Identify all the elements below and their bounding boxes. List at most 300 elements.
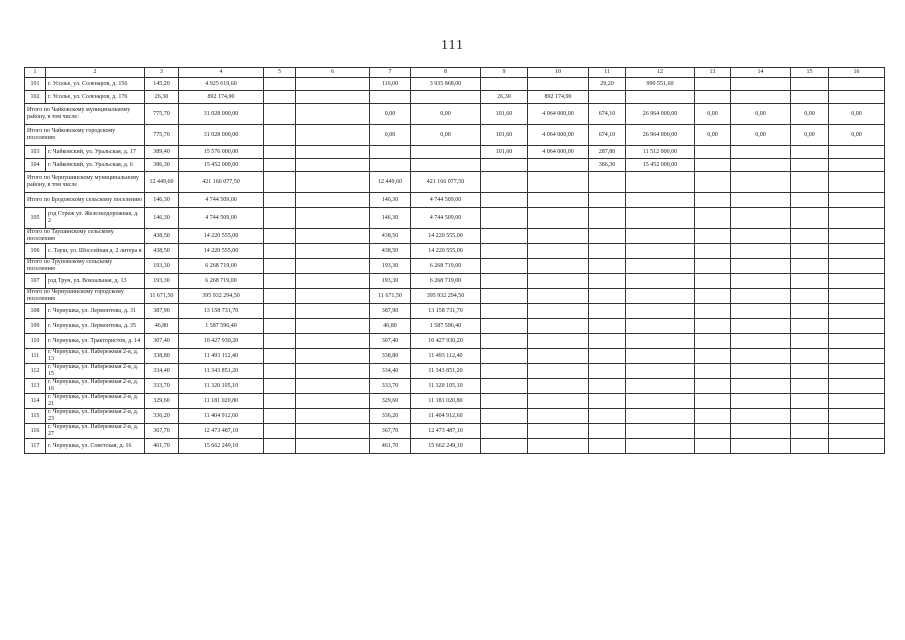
table-cell	[264, 319, 296, 334]
table-cell	[695, 409, 731, 424]
address-cell: рзд Стреж ул. Железнодорожная, д. 2	[46, 208, 145, 229]
table-cell	[264, 208, 296, 229]
table-cell	[528, 379, 589, 394]
subtotal-row	[25, 259, 885, 274]
table-cell	[829, 289, 885, 304]
subtotal-row	[25, 172, 885, 193]
table-cell: 0,00	[791, 125, 829, 146]
row-number: 109	[25, 319, 46, 334]
table-cell	[626, 274, 695, 289]
table-cell: 1 587 596,40	[411, 319, 481, 334]
table-cell: 4 064 000,00	[528, 146, 589, 159]
address-cell: г. Чернушка, ул. Набережная 2-я, д. 27	[46, 424, 145, 439]
table-cell	[528, 244, 589, 259]
table-cell: 329,60	[145, 394, 179, 409]
table-cell	[589, 172, 626, 193]
table-cell: 10 427 930,20	[179, 334, 264, 349]
table-row	[25, 334, 885, 349]
table-cell	[296, 104, 370, 125]
table-cell	[626, 289, 695, 304]
table-cell: 15 452 000,00	[626, 159, 695, 172]
table-cell	[829, 193, 885, 208]
table-cell	[626, 229, 695, 244]
address-cell: г. Чернушка, ул. Набережная 2-я, д. 13	[46, 349, 145, 364]
row-number: 117	[25, 439, 46, 454]
table-cell	[829, 319, 885, 334]
table-cell: 333,70	[145, 379, 179, 394]
table-cell	[626, 349, 695, 364]
subtotal-label: Итого по Чайковскому городскому поселению	[25, 125, 145, 146]
table-cell	[264, 274, 296, 289]
subtotal-row	[25, 125, 885, 146]
table-cell	[829, 274, 885, 289]
page-number: 111	[441, 38, 464, 53]
table-cell	[626, 244, 695, 259]
table-row	[25, 379, 885, 394]
table-cell	[731, 289, 791, 304]
table-cell	[296, 334, 370, 349]
table-cell	[528, 394, 589, 409]
table-cell	[829, 304, 885, 319]
table-cell	[481, 289, 528, 304]
table-cell: 461,70	[370, 439, 411, 454]
table-cell	[731, 364, 791, 379]
table-cell	[481, 364, 528, 379]
table-cell: 13 158 731,70	[179, 304, 264, 319]
table-cell	[296, 379, 370, 394]
table-cell	[731, 379, 791, 394]
table-cell	[731, 304, 791, 319]
table-cell	[829, 379, 885, 394]
table-cell	[829, 409, 885, 424]
table-cell	[695, 424, 731, 439]
table-cell: 438,50	[145, 244, 179, 259]
table-cell: 307,40	[370, 334, 411, 349]
table-cell	[528, 304, 589, 319]
table-cell	[589, 364, 626, 379]
table-cell: 334,40	[145, 364, 179, 379]
column-number: 16	[829, 68, 885, 78]
table-cell: 193,30	[370, 259, 411, 274]
table-cell	[589, 349, 626, 364]
table-cell: 193,30	[145, 259, 179, 274]
table-cell: 6 268 719,00	[179, 274, 264, 289]
table-cell: 438,50	[370, 229, 411, 244]
table-cell	[829, 259, 885, 274]
table-cell	[528, 334, 589, 349]
table-cell	[296, 439, 370, 454]
table-cell	[528, 409, 589, 424]
table-cell: 0,00	[370, 104, 411, 125]
subtotal-row	[25, 104, 885, 125]
table-cell: 15 662 249,10	[179, 439, 264, 454]
column-number: 9	[481, 68, 528, 78]
table-cell	[791, 172, 829, 193]
table-cell	[528, 208, 589, 229]
table-cell	[528, 439, 589, 454]
table-cell	[695, 349, 731, 364]
table-cell	[481, 229, 528, 244]
table-cell: 46,80	[370, 319, 411, 334]
row-number: 104	[25, 159, 46, 172]
table-cell: 31 028 000,00	[179, 125, 264, 146]
table-cell: 0,00	[411, 104, 481, 125]
table-cell: 11 320 105,10	[411, 379, 481, 394]
table-cell	[264, 104, 296, 125]
table-cell	[264, 193, 296, 208]
table-cell: 892 174,90	[528, 91, 589, 104]
table-cell	[695, 259, 731, 274]
table-cell	[528, 229, 589, 244]
table-row	[25, 78, 885, 91]
table-cell	[829, 439, 885, 454]
table-cell	[264, 91, 296, 104]
address-cell: рзд Трун, ул. Вокзальная, д. 13	[46, 274, 145, 289]
table-cell: 336,20	[145, 409, 179, 424]
table-row	[25, 364, 885, 379]
table-cell	[695, 394, 731, 409]
table-cell: 11 343 851,20	[411, 364, 481, 379]
table-cell	[296, 244, 370, 259]
table-cell: 193,30	[370, 274, 411, 289]
table-cell	[481, 439, 528, 454]
table-cell	[791, 208, 829, 229]
row-number: 108	[25, 304, 46, 319]
row-number: 112	[25, 364, 46, 379]
table-cell: 15 576 000,00	[179, 146, 264, 159]
table-cell	[791, 424, 829, 439]
table-cell: 12 473 487,10	[179, 424, 264, 439]
table-cell: 336,20	[370, 409, 411, 424]
column-number: 13	[695, 68, 731, 78]
table-cell	[528, 159, 589, 172]
table-cell	[695, 289, 731, 304]
column-number: 15	[791, 68, 829, 78]
address-cell: г. Чайковский, ул. Уральская, д. 17	[46, 146, 145, 159]
table-cell: 334,40	[370, 364, 411, 379]
table-cell	[589, 424, 626, 439]
table-row	[25, 146, 885, 159]
table-cell: 4 744 509,00	[179, 208, 264, 229]
address-cell: г. Чернушка, ул. Лермонтова, д. 35	[46, 319, 145, 334]
table-cell	[264, 229, 296, 244]
table-cell	[791, 146, 829, 159]
column-number: 12	[626, 68, 695, 78]
table-cell	[589, 409, 626, 424]
address-cell: г. Чернушка, ул. Набережная 2-я, д. 16	[46, 379, 145, 394]
table-cell	[731, 208, 791, 229]
address-cell: г. Усолье, ул. Соленаров, д. 156	[46, 78, 145, 91]
row-number: 107	[25, 274, 46, 289]
address-cell: г. Чернушка, ул. Лермонтова, д. 31	[46, 304, 145, 319]
column-number: 6	[296, 68, 370, 78]
table-cell	[731, 146, 791, 159]
table-cell	[296, 289, 370, 304]
row-number: 116	[25, 424, 46, 439]
table-cell: 29,20	[589, 78, 626, 91]
address-cell: г. Чернушка, ул. Трактористов, д. 14	[46, 334, 145, 349]
table-cell: 4 064 000,00	[528, 104, 589, 125]
column-number: 7	[370, 68, 411, 78]
table-row	[25, 439, 885, 454]
table-cell: 11 512 000,00	[626, 146, 695, 159]
table-cell	[626, 364, 695, 379]
table-cell: 333,70	[370, 379, 411, 394]
table-cell	[791, 394, 829, 409]
table-cell	[589, 91, 626, 104]
table-cell: 775,70	[145, 104, 179, 125]
table-cell	[528, 424, 589, 439]
header-row	[25, 68, 885, 78]
table-cell: 145,20	[145, 78, 179, 91]
table-cell	[695, 172, 731, 193]
table-cell	[481, 259, 528, 274]
column-number: 10	[528, 68, 589, 78]
column-number: 2	[46, 68, 145, 78]
table-cell	[528, 364, 589, 379]
table-cell	[731, 229, 791, 244]
table-cell	[829, 424, 885, 439]
table-cell: 367,70	[370, 424, 411, 439]
table-cell: 14 220 555,00	[411, 244, 481, 259]
table-cell	[264, 304, 296, 319]
table-cell	[264, 439, 296, 454]
table-cell	[411, 159, 481, 172]
table-cell	[731, 424, 791, 439]
table-cell	[370, 91, 411, 104]
column-number: 3	[145, 68, 179, 78]
column-number: 5	[264, 68, 296, 78]
table-row	[25, 394, 885, 409]
table-cell	[296, 125, 370, 146]
table-cell	[528, 193, 589, 208]
table-cell: 3 935 868,00	[411, 78, 481, 91]
address-cell: г. Чайковский, ул. Уральская, д. 6	[46, 159, 145, 172]
table-cell: 387,90	[145, 304, 179, 319]
table-cell: 1 587 596,40	[179, 319, 264, 334]
table-cell	[481, 208, 528, 229]
table-cell	[528, 172, 589, 193]
table-cell	[481, 319, 528, 334]
table-cell	[626, 259, 695, 274]
table-cell	[695, 78, 731, 91]
table-cell	[626, 424, 695, 439]
table-cell	[370, 146, 411, 159]
table-cell	[264, 125, 296, 146]
table-cell	[481, 172, 528, 193]
table-cell: 14 220 555,00	[179, 244, 264, 259]
table-cell: 386,30	[145, 159, 179, 172]
table-cell	[589, 193, 626, 208]
table-cell: 10 427 930,20	[411, 334, 481, 349]
table-cell	[731, 394, 791, 409]
table-cell	[481, 334, 528, 349]
table-cell	[296, 259, 370, 274]
table-cell	[264, 159, 296, 172]
table-cell: 146,30	[145, 193, 179, 208]
table-cell	[829, 91, 885, 104]
table-cell	[626, 193, 695, 208]
table-cell	[589, 208, 626, 229]
table-cell	[481, 274, 528, 289]
table-cell	[296, 78, 370, 91]
table-cell	[791, 289, 829, 304]
data-table	[24, 67, 885, 454]
subtotal-row	[25, 289, 885, 304]
table-cell	[731, 334, 791, 349]
table-cell	[296, 424, 370, 439]
table-cell	[481, 78, 528, 91]
table-cell	[731, 78, 791, 91]
table-cell	[589, 289, 626, 304]
table-cell	[589, 229, 626, 244]
table-cell: 438,50	[370, 244, 411, 259]
table-cell: 0,00	[695, 125, 731, 146]
table-cell	[296, 172, 370, 193]
table-cell	[481, 159, 528, 172]
table-cell	[296, 349, 370, 364]
table-cell	[296, 304, 370, 319]
row-number: 114	[25, 394, 46, 409]
table-row	[25, 91, 885, 104]
table-cell	[791, 259, 829, 274]
table-cell	[791, 229, 829, 244]
table-cell	[791, 319, 829, 334]
row-number: 102	[25, 91, 46, 104]
table-row	[25, 159, 885, 172]
table-row	[25, 274, 885, 289]
table-cell	[626, 91, 695, 104]
row-number: 106	[25, 244, 46, 259]
table-cell: 386,30	[589, 159, 626, 172]
table-cell	[731, 439, 791, 454]
table-cell: 4 925 619,60	[179, 78, 264, 91]
table-cell: 674,10	[589, 104, 626, 125]
subtotal-row	[25, 193, 885, 208]
row-number: 113	[25, 379, 46, 394]
subtotal-label: Итого по Чайковскому муниципальному району, в том числе:	[25, 104, 145, 125]
table-cell	[731, 319, 791, 334]
table-cell: 4 744 509,00	[179, 193, 264, 208]
table-cell: 338,80	[370, 349, 411, 364]
table-cell	[626, 172, 695, 193]
table-cell: 4 744 509,00	[411, 193, 481, 208]
table-cell	[370, 159, 411, 172]
table-cell	[296, 409, 370, 424]
table-cell	[791, 274, 829, 289]
table-cell: 101,60	[481, 146, 528, 159]
table-cell	[695, 244, 731, 259]
table-cell: 146,30	[145, 208, 179, 229]
table-cell: 101,60	[481, 125, 528, 146]
table-cell	[264, 409, 296, 424]
table-cell: 146,30	[370, 208, 411, 229]
table-cell	[528, 78, 589, 91]
table-cell	[264, 244, 296, 259]
table-cell	[829, 208, 885, 229]
table-cell	[791, 349, 829, 364]
table-cell	[791, 91, 829, 104]
subtotal-label: Итого по Труновскому сельскому поселению	[25, 259, 145, 274]
table-cell: 11 671,50	[370, 289, 411, 304]
table-cell	[829, 349, 885, 364]
table-cell	[589, 319, 626, 334]
table-cell	[695, 91, 731, 104]
table-cell: 116,00	[370, 78, 411, 91]
table-cell	[589, 394, 626, 409]
table-cell	[626, 394, 695, 409]
table-cell	[695, 379, 731, 394]
table-cell	[481, 379, 528, 394]
table-cell	[626, 409, 695, 424]
address-cell: г. Чернушка, ул. Набережная 2-я, д. 23	[46, 409, 145, 424]
table-cell	[791, 304, 829, 319]
table-cell	[481, 193, 528, 208]
table-cell: 421 166 077,50	[411, 172, 481, 193]
table-cell	[481, 349, 528, 364]
table-cell: 775,70	[145, 125, 179, 146]
table-cell	[264, 289, 296, 304]
table-cell: 421 166 077,50	[179, 172, 264, 193]
table-row	[25, 349, 885, 364]
address-cell: г. Чернушка, ул. Советская, д. 16	[46, 439, 145, 454]
table-cell	[296, 274, 370, 289]
table-cell	[626, 319, 695, 334]
table-cell	[589, 244, 626, 259]
table-cell: 6 268 719,00	[411, 259, 481, 274]
table-cell	[791, 159, 829, 172]
address-cell: с. Тауш, ул. Шоссейная д. 2 литера я	[46, 244, 145, 259]
table-cell	[411, 91, 481, 104]
table-cell	[829, 394, 885, 409]
table-cell: 14 220 555,00	[179, 229, 264, 244]
row-number: 105	[25, 208, 46, 229]
table-cell	[731, 244, 791, 259]
table-cell: 0,00	[731, 125, 791, 146]
table-cell	[731, 91, 791, 104]
table-cell	[589, 334, 626, 349]
table-row	[25, 424, 885, 439]
table-cell	[264, 259, 296, 274]
table-cell	[626, 208, 695, 229]
table-cell: 338,80	[145, 349, 179, 364]
column-number: 1	[25, 68, 46, 78]
subtotal-row	[25, 229, 885, 244]
subtotal-label: Итого по Чернушинскому городскому поселению	[25, 289, 145, 304]
address-cell: г. Усолье, ул. Соленаров, д. 176	[46, 91, 145, 104]
table-cell	[731, 159, 791, 172]
table-cell: 0,00	[829, 104, 885, 125]
table-cell: 387,90	[370, 304, 411, 319]
table-cell: 15 452 000,00	[179, 159, 264, 172]
table-cell: 0,00	[731, 104, 791, 125]
table-cell	[296, 159, 370, 172]
table-cell	[791, 379, 829, 394]
table-cell	[296, 208, 370, 229]
table-cell	[791, 244, 829, 259]
table-cell	[829, 78, 885, 91]
table-row	[25, 409, 885, 424]
table-cell: 11 181 020,80	[411, 394, 481, 409]
row-number: 101	[25, 78, 46, 91]
table-cell	[695, 159, 731, 172]
table-cell	[296, 193, 370, 208]
column-number: 4	[179, 68, 264, 78]
table-cell	[695, 334, 731, 349]
table-cell: 12 473 487,10	[411, 424, 481, 439]
table-cell	[589, 379, 626, 394]
table-cell: 0,00	[370, 125, 411, 146]
